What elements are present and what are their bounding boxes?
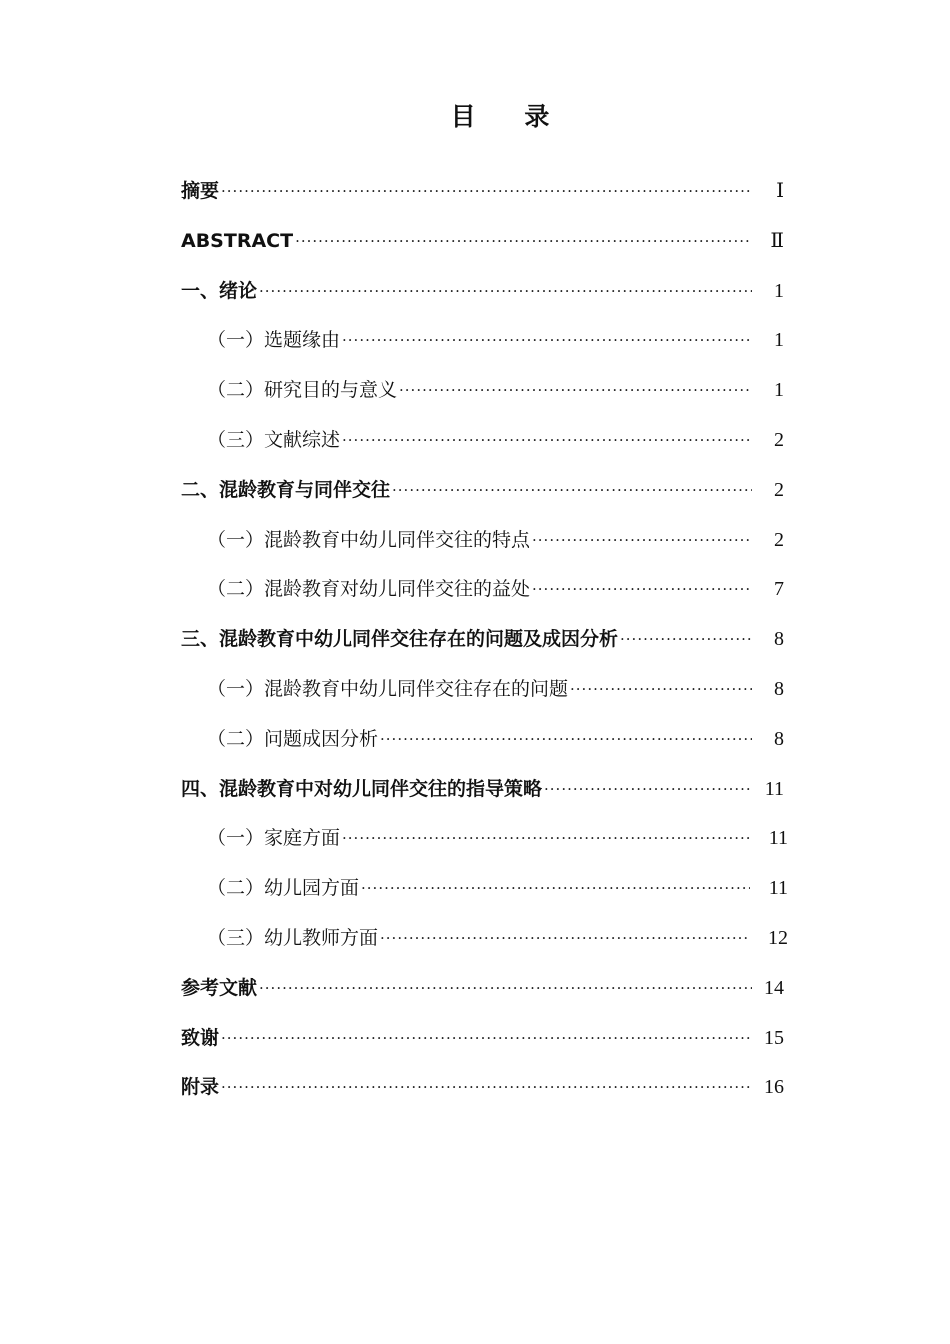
toc-entry-page-number: Ⅱ <box>770 229 784 252</box>
toc-entry[interactable] <box>181 771 784 807</box>
toc-entry[interactable] <box>181 1020 784 1056</box>
toc-entry-page-number: 8 <box>774 678 784 700</box>
toc-entry-page-number: 15 <box>764 1026 784 1049</box>
dot-leader <box>361 870 750 906</box>
toc-entry-page-number: 8 <box>774 727 784 750</box>
toc-entry[interactable] <box>207 721 784 757</box>
toc-entry[interactable] <box>207 322 784 358</box>
toc-entry-page-number: 2 <box>774 528 784 551</box>
toc-entry[interactable] <box>207 671 784 707</box>
page-title: 目 录 <box>450 102 570 131</box>
dot-leader <box>342 322 752 358</box>
toc-entry[interactable] <box>207 571 784 607</box>
toc-entry-label: （二）研究目的与意义 <box>207 379 398 402</box>
toc-entry-label: ABSTRACT <box>181 229 294 252</box>
toc-entry-page-number: 11 <box>764 777 784 800</box>
toc-entry-label: （一）选题缘由 <box>207 329 341 352</box>
toc-entry[interactable] <box>181 273 784 309</box>
toc-entry-page-number: 11 <box>768 827 788 850</box>
toc-entry-label: 一、绪论 <box>181 279 258 302</box>
toc-entry-label: （三）文献综述 <box>207 429 341 451</box>
dot-leader <box>221 173 752 209</box>
toc-entry-label: （二）问题成因分析 <box>207 727 379 750</box>
toc-entry-page-number: 12 <box>768 927 788 949</box>
toc-entry-page-number: 11 <box>768 877 788 900</box>
dot-leader <box>221 1020 752 1056</box>
toc-entry-label: 三、混龄教育中幼儿同伴交往存在的问题及成因分析 <box>181 628 619 651</box>
toc-entry-page-number: 7 <box>774 578 784 601</box>
dot-leader <box>380 920 750 956</box>
dot-leader <box>380 721 752 757</box>
dot-leader <box>295 223 752 259</box>
toc-entry[interactable] <box>181 621 784 657</box>
dot-leader <box>259 273 752 309</box>
toc-entry[interactable] <box>207 422 784 458</box>
toc-entry[interactable] <box>181 223 784 259</box>
toc-entry-label: 致谢 <box>181 1026 220 1049</box>
toc-entry-page-number: 14 <box>764 976 784 999</box>
toc-entry-label: （二）混龄教育对幼儿同伴交往的益处 <box>207 578 531 601</box>
toc-entry-page-number: 8 <box>774 628 784 651</box>
toc-entry[interactable] <box>207 820 788 856</box>
toc-entry-page-number: 1 <box>774 279 784 302</box>
dot-leader <box>532 571 752 607</box>
dot-leader <box>221 1069 752 1105</box>
toc-entry-label: 摘要 <box>181 180 220 202</box>
toc-entry-page-number: 1 <box>774 379 784 402</box>
dot-leader <box>399 372 752 408</box>
toc-entry-page-number: Ⅰ <box>776 180 784 202</box>
toc-entry[interactable] <box>181 970 784 1006</box>
toc-entry-page-number: 1 <box>774 329 784 352</box>
toc-entry-page-number: 2 <box>774 429 784 451</box>
dot-leader <box>342 422 752 458</box>
toc-entry-label: 四、混龄教育中对幼儿同伴交往的指导策略 <box>181 777 543 800</box>
toc-entry-page-number: 16 <box>764 1076 784 1099</box>
toc-entry[interactable] <box>207 920 788 956</box>
dot-leader <box>570 671 752 707</box>
dot-leader <box>620 621 752 657</box>
toc-entry-label: （一）家庭方面 <box>207 827 341 850</box>
toc-entry[interactable] <box>181 173 784 209</box>
toc-entry[interactable] <box>181 1069 784 1105</box>
dot-leader <box>259 970 752 1006</box>
toc-entry-label: （一）混龄教育中幼儿同伴交往存在的问题 <box>207 678 569 700</box>
dot-leader <box>532 522 752 558</box>
toc-entry-label: 参考文献 <box>181 976 258 999</box>
toc-entry-page-number: 2 <box>774 478 784 501</box>
toc-entry-label: 附录 <box>181 1076 220 1099</box>
toc-entry-label: （一）混龄教育中幼儿同伴交往的特点 <box>207 528 531 551</box>
toc-entry[interactable] <box>181 472 784 508</box>
toc-entry[interactable] <box>207 522 784 558</box>
dot-leader <box>392 472 752 508</box>
toc-entry-label: （三）幼儿教师方面 <box>207 927 379 949</box>
dot-leader <box>544 771 752 807</box>
toc-entry-label: （二）幼儿园方面 <box>207 877 360 900</box>
toc-entry[interactable] <box>207 372 784 408</box>
toc-entry[interactable] <box>207 870 788 906</box>
dot-leader <box>342 820 750 856</box>
toc-entry-label: 二、混龄教育与同伴交往 <box>181 478 391 501</box>
